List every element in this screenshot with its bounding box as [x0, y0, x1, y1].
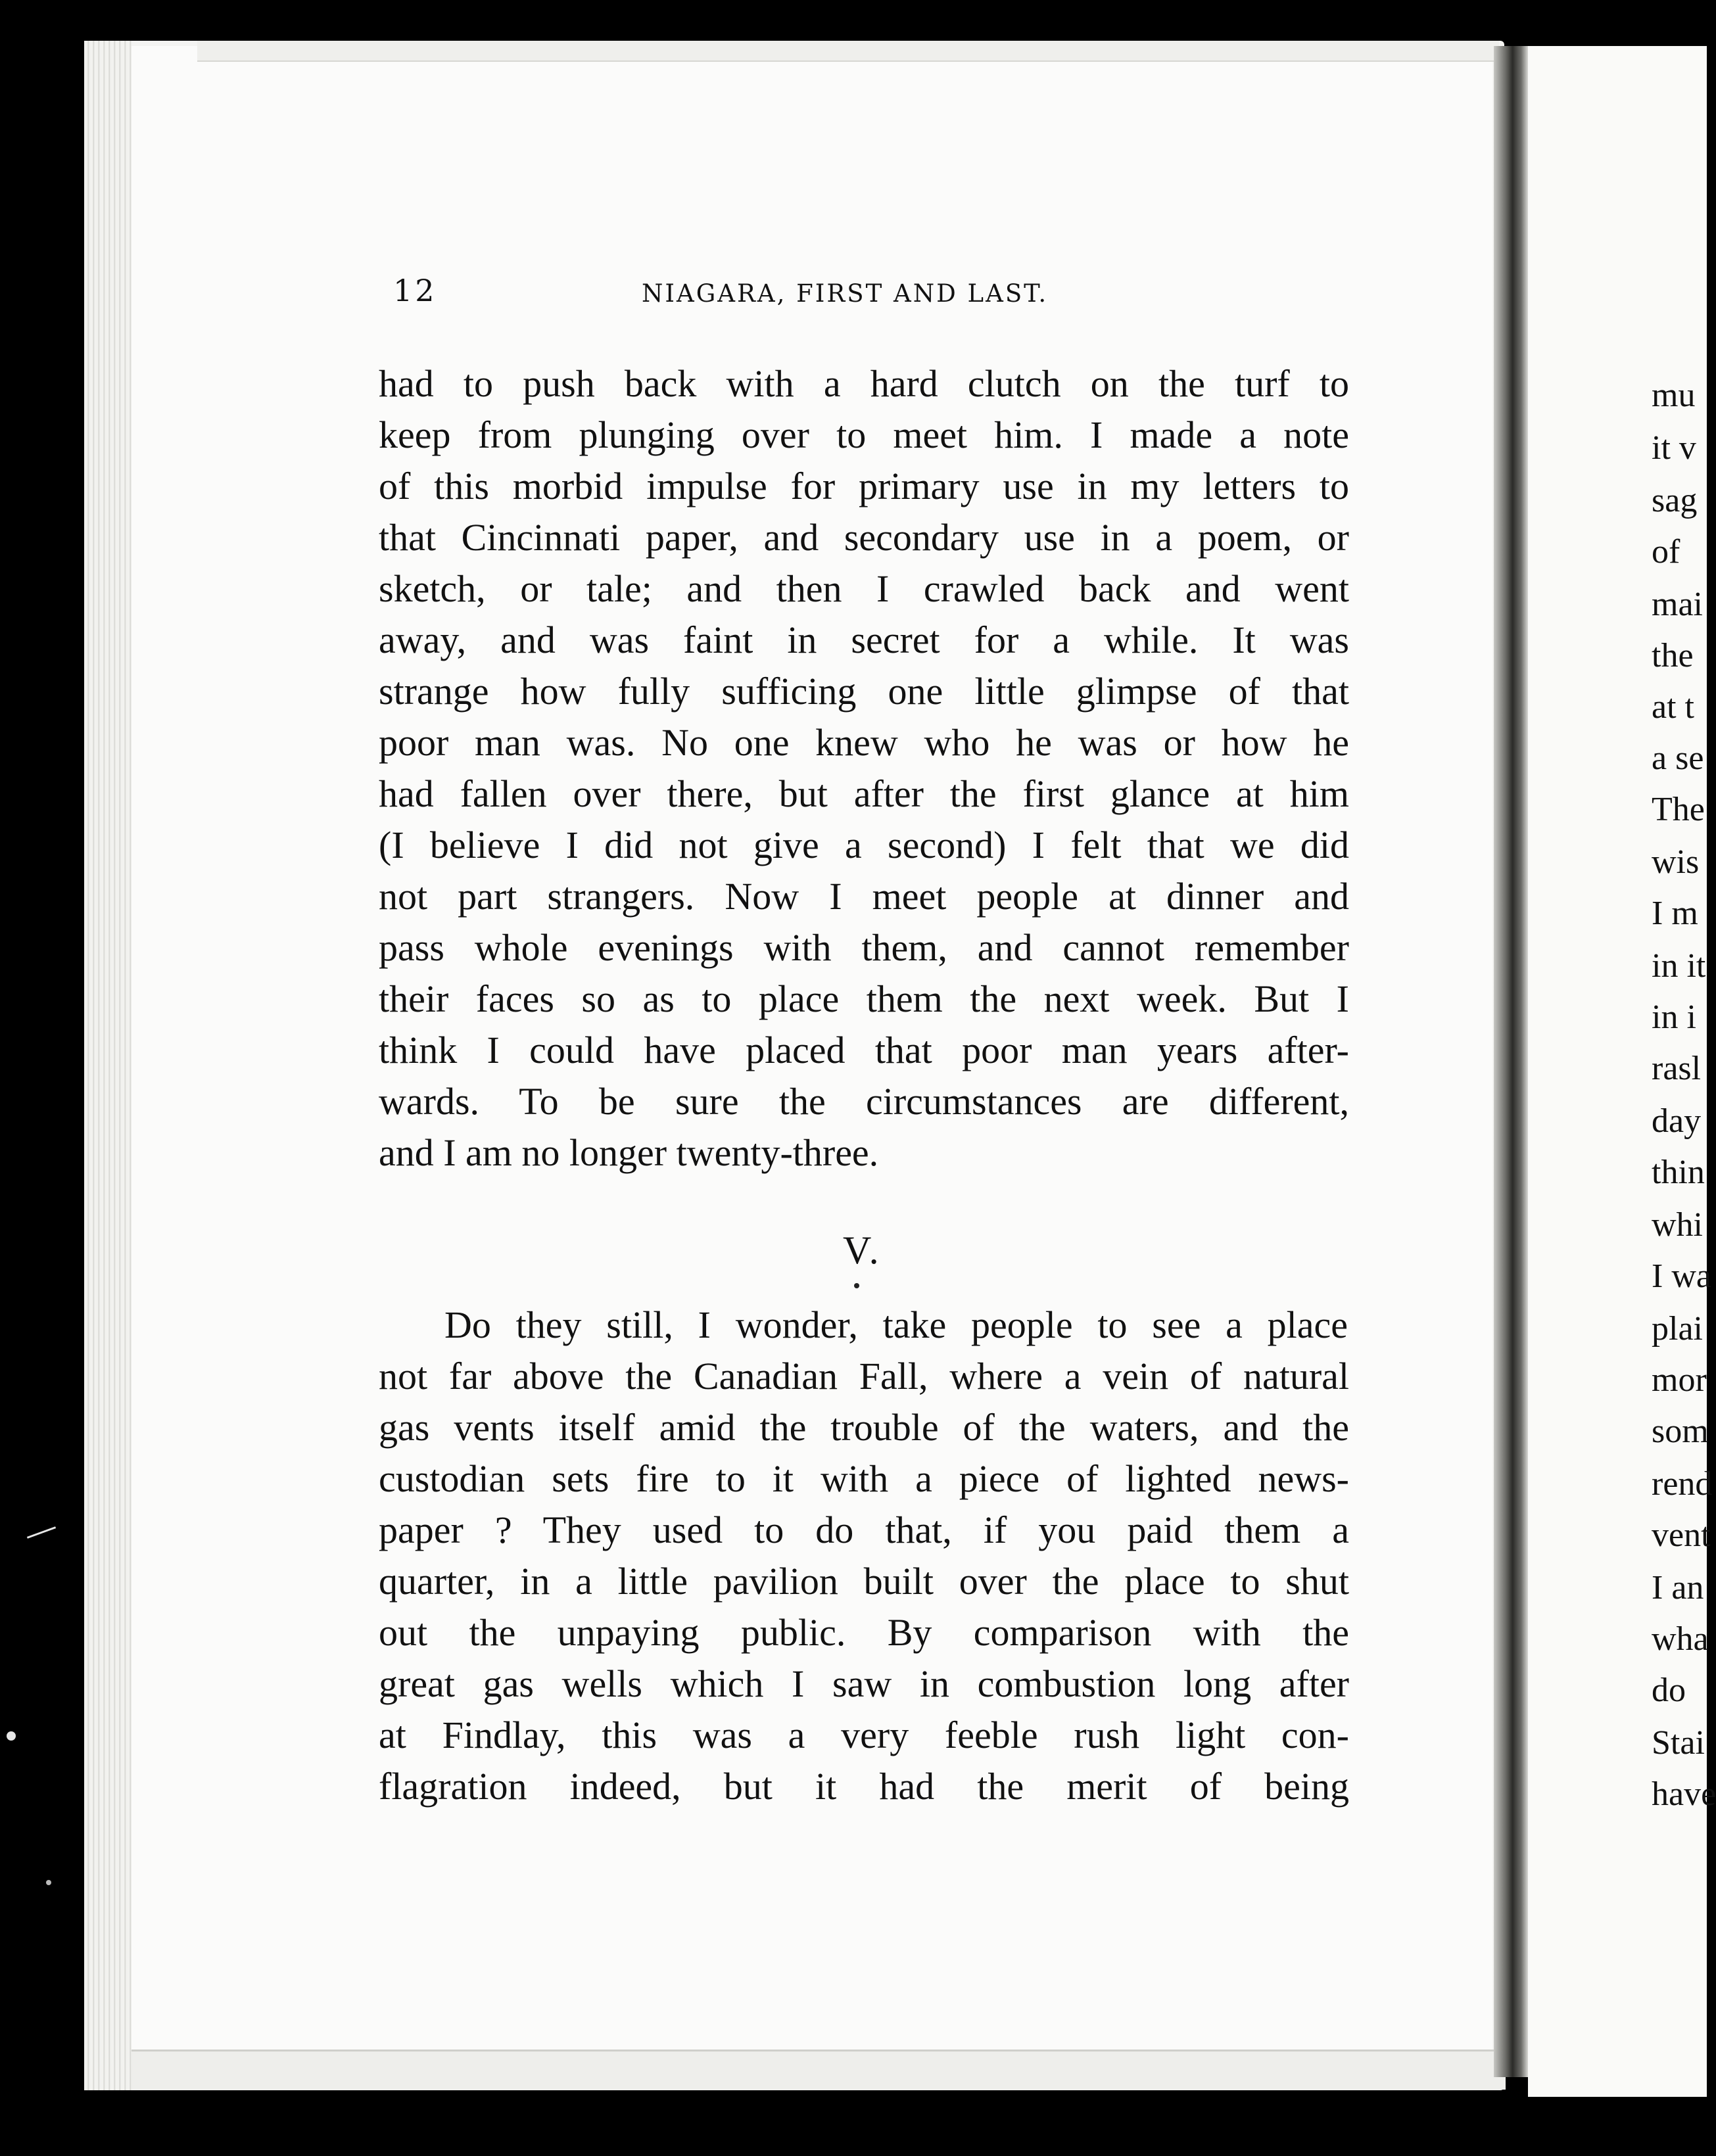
facing-line: mai [1652, 586, 1703, 623]
facing-line: Stai [1652, 1724, 1705, 1762]
facing-line: do [1652, 1672, 1686, 1709]
section-heading: V. [843, 1229, 882, 1272]
scan-artifact [7, 1731, 16, 1741]
text-line: (I believe I did not give a second) I felt that we did [379, 824, 1349, 866]
text-line: their faces so as to place them the next week. But I [379, 977, 1349, 1020]
facing-line: mor [1652, 1361, 1707, 1399]
facing-line: I wa [1652, 1257, 1711, 1295]
facing-line: have [1652, 1775, 1716, 1813]
text-line: sketch, or tale; and then I crawled back and went [379, 567, 1349, 610]
running-head: NIAGARA, FIRST AND LAST. [642, 279, 1049, 308]
text-line: Do they still, I wonder, take people to see a place [444, 1303, 1348, 1346]
facing-line: plai [1652, 1310, 1703, 1348]
facing-line: in it [1652, 947, 1706, 985]
scan-artifact [46, 1880, 51, 1885]
text-line: paper ? They used to do that, if you paid them a [379, 1509, 1349, 1551]
book-gutter [1494, 46, 1528, 2077]
text-line: keep from plunging over to meet him. I made a note [379, 413, 1349, 456]
facing-line: som [1652, 1413, 1709, 1450]
facing-line: I m [1652, 895, 1698, 932]
facing-line: wha [1652, 1620, 1709, 1658]
text-line: and I am no longer twenty-three. [379, 1131, 879, 1174]
facing-line: rasl [1652, 1050, 1702, 1087]
facing-line: whi [1652, 1206, 1703, 1244]
text-line: great gas wells which I saw in combustion long after [379, 1662, 1349, 1705]
text-line: that Cincinnati paper, and secondary use in a poem, or [379, 516, 1349, 559]
text-line: not far above the Canadian Fall, where a vein of natural [379, 1355, 1349, 1397]
text-line: of this morbid impulse for primary use in my letters to [379, 465, 1349, 507]
text-line: not part strangers. Now I meet people at dinner and [379, 875, 1349, 918]
page-stack-top [197, 41, 1499, 62]
facing-line: vent [1652, 1516, 1711, 1554]
facing-line: thin [1652, 1154, 1705, 1191]
text-line: quarter, in a little pavilion built over the place to shut [379, 1560, 1349, 1603]
scan-artifact [27, 1526, 56, 1539]
text-line: wards. To be sure the circumstances are different, [379, 1080, 1349, 1123]
facing-line: a se [1652, 739, 1704, 777]
text-line: custodian sets fire to it with a piece of lighted news- [379, 1457, 1349, 1500]
facing-line: The [1652, 791, 1705, 828]
facing-line: day [1652, 1102, 1702, 1140]
text-line: gas vents itself amid the trouble of the waters, and the [379, 1406, 1349, 1449]
section-dot [854, 1283, 859, 1288]
text-line: think I could have placed that poor man years after- [379, 1029, 1349, 1071]
page-stack-bottom [131, 2050, 1506, 2090]
text-line: flagration indeed, but it had the merit of being [379, 1765, 1349, 1808]
page-number: 12 [393, 273, 437, 308]
facing-line: mu [1652, 377, 1696, 414]
text-line: strange how fully sufficing one little glimpse of that [379, 670, 1349, 713]
text-line: pass whole evenings with them, and cannot remember [379, 926, 1349, 969]
text-line: out the unpaying public. By comparison with the [379, 1611, 1349, 1654]
facing-line: sag [1652, 482, 1698, 519]
text-line: at Findlay, this was a very feeble rush light con- [379, 1714, 1349, 1756]
text-line: had to push back with a hard clutch on the turf to [379, 362, 1349, 405]
facing-line: I an [1652, 1569, 1704, 1606]
facing-line: rend [1652, 1465, 1713, 1503]
text-line: had fallen over there, but after the first glance at him [379, 772, 1349, 815]
text-line: away, and was faint in secret for a while. It was [379, 619, 1349, 661]
facing-line: wis [1652, 843, 1700, 881]
facing-line: it v [1652, 429, 1696, 467]
page-stack-left [84, 41, 131, 2090]
facing-line: in i [1652, 998, 1696, 1036]
facing-line: at t [1652, 688, 1694, 726]
facing-line: of [1652, 533, 1680, 571]
facing-line: the [1652, 637, 1694, 674]
text-line: poor man was. No one knew who he was or how he [379, 721, 1349, 764]
